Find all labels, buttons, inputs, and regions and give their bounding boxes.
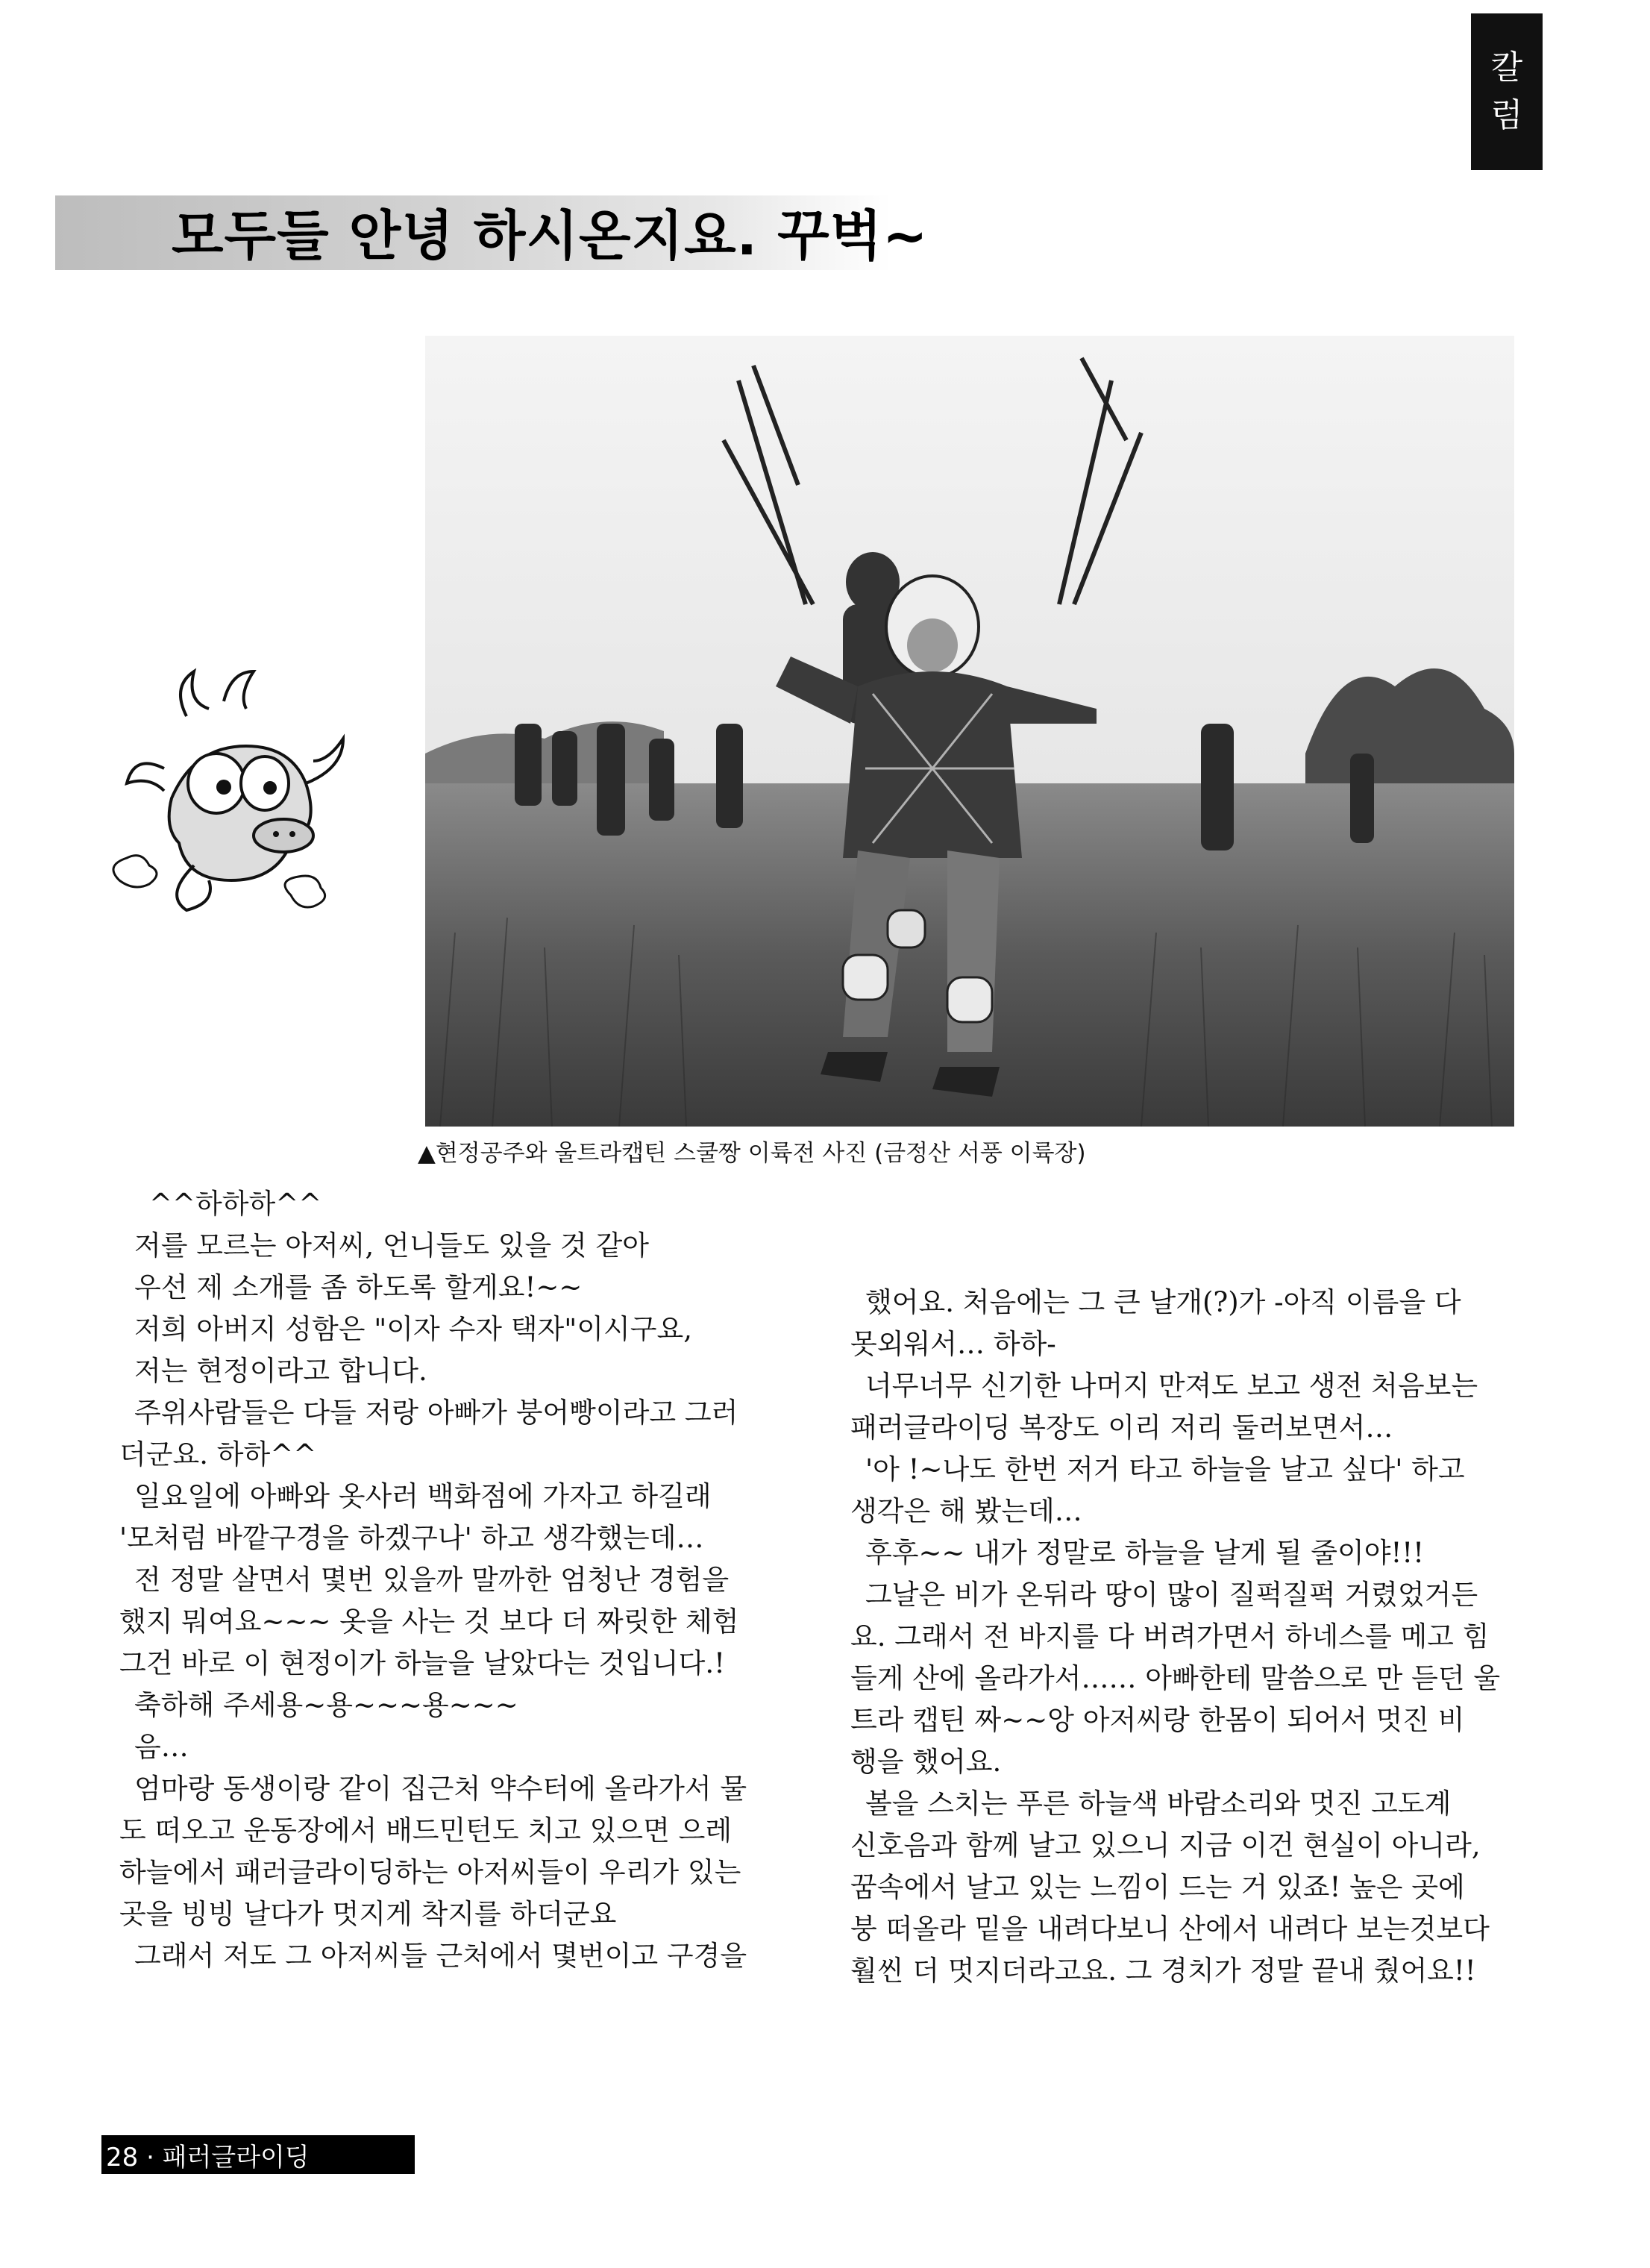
body-line: 신호음과 함께 날고 있으니 지금 이건 현실이 아니라, [850, 1829, 1481, 1861]
body-line: 붕 떠올라 밑을 내려다보니 산에서 내려다 보는것보다 [850, 1913, 1490, 1945]
body-line: 주위사람들은 다들 저랑 아빠가 붕어빵이라고 그러 [134, 1397, 738, 1429]
body-line: 훨씬 더 멋지더라고요. 그 경치가 정말 끝내 줬어요!! [850, 1955, 1476, 1987]
body-line: 더군요. 하하^^ [119, 1438, 317, 1470]
body-line: 트라 캡틴 짜~~앙 아저씨랑 한몸이 되어서 멋진 비 [850, 1704, 1465, 1736]
body-line: 행을 했어요. [850, 1746, 1002, 1778]
body-line: '아 !~나도 한번 저거 타고 하늘을 날고 싶다' 하고 [865, 1453, 1465, 1485]
photo-caption: ▲현정공주와 울트라캡틴 스쿨짱 이륙전 사진 (금정산 서풍 이륙장) [418, 1140, 1086, 1167]
body-line: 패러글라이딩 복장도 이리 저리 둘러보면서… [850, 1412, 1393, 1444]
body-line: 못외워서… 하하- [850, 1328, 1056, 1360]
body-line: 볼을 스치는 푸른 하늘색 바람소리와 멋진 고도계 [865, 1788, 1452, 1820]
body-line: 엄마랑 동생이랑 같이 집근처 약수터에 올라가서 물 [134, 1773, 747, 1805]
body-line: 하늘에서 패러글라이딩하는 아저씨들이 우리가 있는 [119, 1856, 741, 1888]
body-line: 그건 바로 이 현정이가 하늘을 날았다는 것입니다.! [119, 1647, 726, 1679]
body-line: 꿈속에서 날고 있는 느낌이 드는 거 있죠! 높은 곳에 [850, 1871, 1465, 1903]
body-line: 그래서 저도 그 아저씨들 근처에서 몇번이고 구경을 [134, 1940, 747, 1972]
body-line: 그날은 비가 온뒤라 땅이 많이 질퍽질퍽 거렸었거든 [865, 1579, 1478, 1611]
section-tab-char-2: 럼 [1490, 96, 1523, 134]
body-line: 요. 그래서 전 바지를 다 버려가면서 하네스를 메고 힘 [850, 1620, 1490, 1653]
body-line: 후후~~ 내가 정말로 하늘을 날게 될 줄이야!!! [865, 1537, 1425, 1569]
body-line: 일요일에 아빠와 옷사러 백화점에 가자고 하길래 [134, 1480, 712, 1512]
body-line: ^^하하하^^ [149, 1188, 322, 1220]
body-line: 우선 제 소개를 좀 하도록 할게요!~~ [134, 1271, 583, 1303]
body-line: 축하해 주세용~용~~~용~~~ [134, 1689, 518, 1721]
body-line: 저는 현정이라고 합니다. [134, 1355, 427, 1387]
dragon-icon [104, 657, 373, 925]
body-line: 곳을 빙빙 날다가 멋지게 착지를 하더군요 [119, 1898, 617, 1930]
body-line: 음… [134, 1731, 189, 1763]
section-tab-char-1: 칼 [1490, 48, 1523, 87]
article-body-right-column [850, 1282, 1522, 1992]
photo-illustration [425, 336, 1514, 1127]
body-line: 했지 뭐여요~~~ 옷을 사는 것 보다 더 짜릿한 체험 [119, 1606, 739, 1638]
body-line: 너무너무 신기한 나머지 만져도 보고 생전 처음보는 [865, 1370, 1478, 1402]
article-title: 모두들 안녕 하시온지요. 꾸벅~ [172, 204, 929, 267]
body-line: 저를 모르는 아저씨, 언니들도 있을 것 같아 [134, 1229, 649, 1262]
dragon-mascot [104, 657, 373, 925]
body-line: 저희 아버지 성함은 "이자 수자 택자"이시구요, [134, 1313, 692, 1345]
body-line: '모처럼 바깥구경을 하겠구나' 하고 생각했는데… [119, 1522, 704, 1554]
body-line: 전 정말 살면서 몇번 있을까 말까한 엄청난 경험을 [134, 1564, 730, 1596]
paragliding-photo [425, 336, 1514, 1127]
body-line: 했어요. 처음에는 그 큰 날개(?)가 -아직 이름을 다 [865, 1286, 1461, 1318]
body-line: 도 떠오고 운동장에서 배드민턴도 치고 있으면 으레 [119, 1814, 733, 1846]
body-line: 들게 산에 올라가서…… 아빠한테 말씀으로 만 듣던 울 [850, 1662, 1501, 1694]
body-line: 생각은 해 봤는데… [850, 1495, 1082, 1527]
page-footer: 28 · 패러글라이딩 [101, 2135, 415, 2174]
column-section-tab [1471, 13, 1543, 170]
article-body-left-column [119, 1183, 783, 1977]
